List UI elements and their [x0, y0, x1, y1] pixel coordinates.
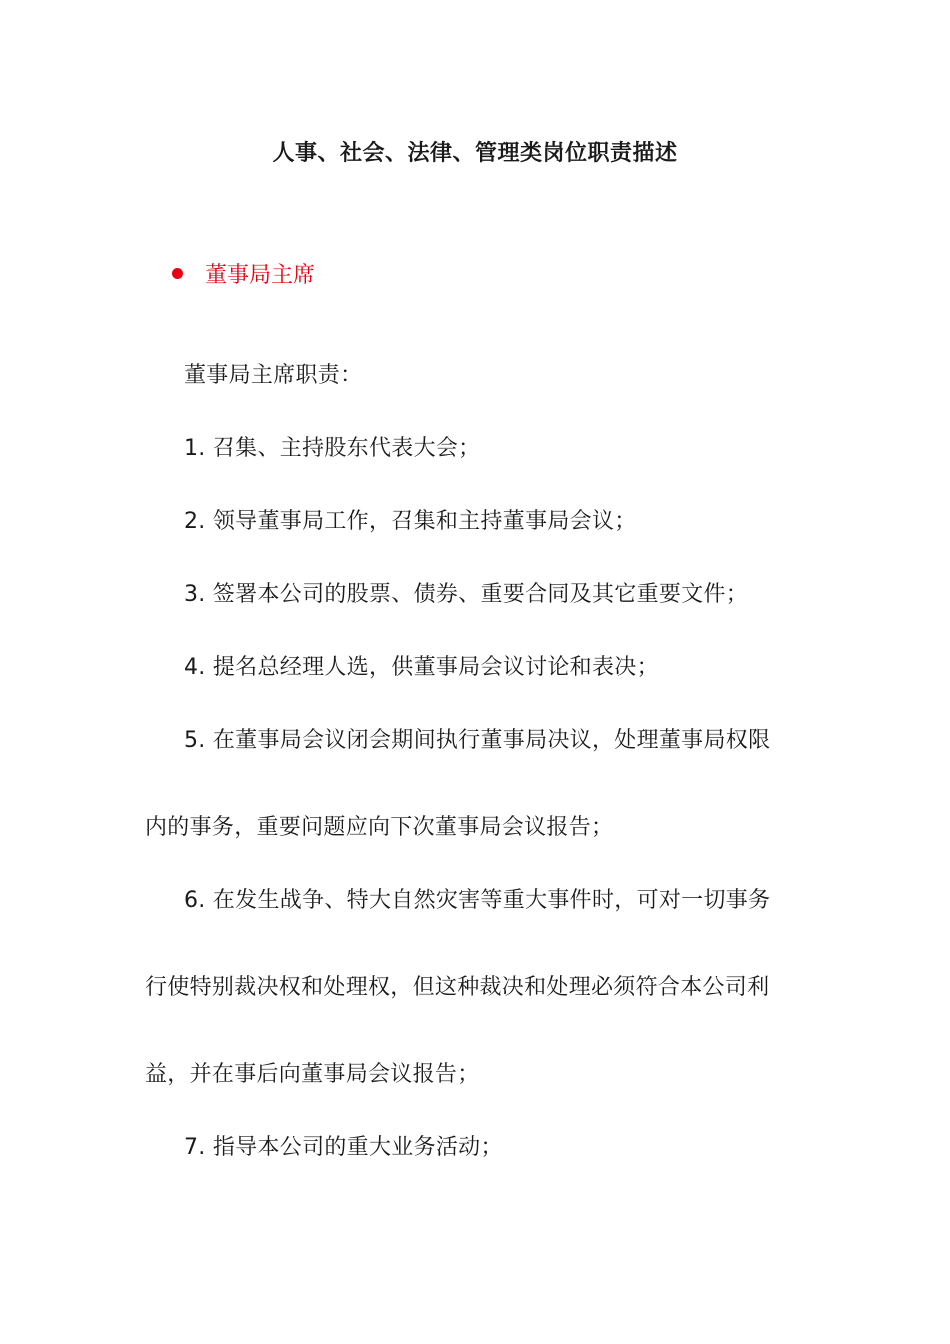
- duty-line-3: 3. 签署本公司的股票、债券、重要合同及其它重要文件；: [184, 582, 749, 607]
- duty-line-2: 2. 领导董事局工作，召集和主持董事局会议；: [184, 509, 637, 534]
- duty-line-1: 1. 召集、主持股东代表大会；: [184, 436, 481, 461]
- duties-intro: 董事局主席职责：: [184, 363, 363, 388]
- document-title: 人事、社会、法律、管理类岗位职责描述: [272, 141, 678, 166]
- duty-line-6: 6. 在发生战争、特大自然灾害等重大事件时，可对一切事务: [184, 888, 771, 913]
- section-heading: [172, 258, 315, 289]
- bullet-icon: [172, 268, 183, 279]
- duty-line-4: 4. 提名总经理人选，供董事局会议讨论和表决；: [184, 655, 659, 680]
- duty-line-7: 7. 指导本公司的重大业务活动；: [184, 1135, 503, 1160]
- duty-line-5: 5. 在董事局会议闭会期间执行董事局决议，处理董事局权限: [184, 728, 771, 753]
- duty-line-6-cont-2: 益，并在事后向董事局会议报告；: [145, 1062, 480, 1087]
- duty-line-5-cont: 内的事务，重要问题应向下次董事局会议报告；: [145, 815, 614, 840]
- duty-line-6-cont-1: 行使特别裁决权和处理权，但这种裁决和处理必须符合本公司利: [145, 975, 770, 1000]
- section-heading-text: 董事局主席: [205, 263, 316, 288]
